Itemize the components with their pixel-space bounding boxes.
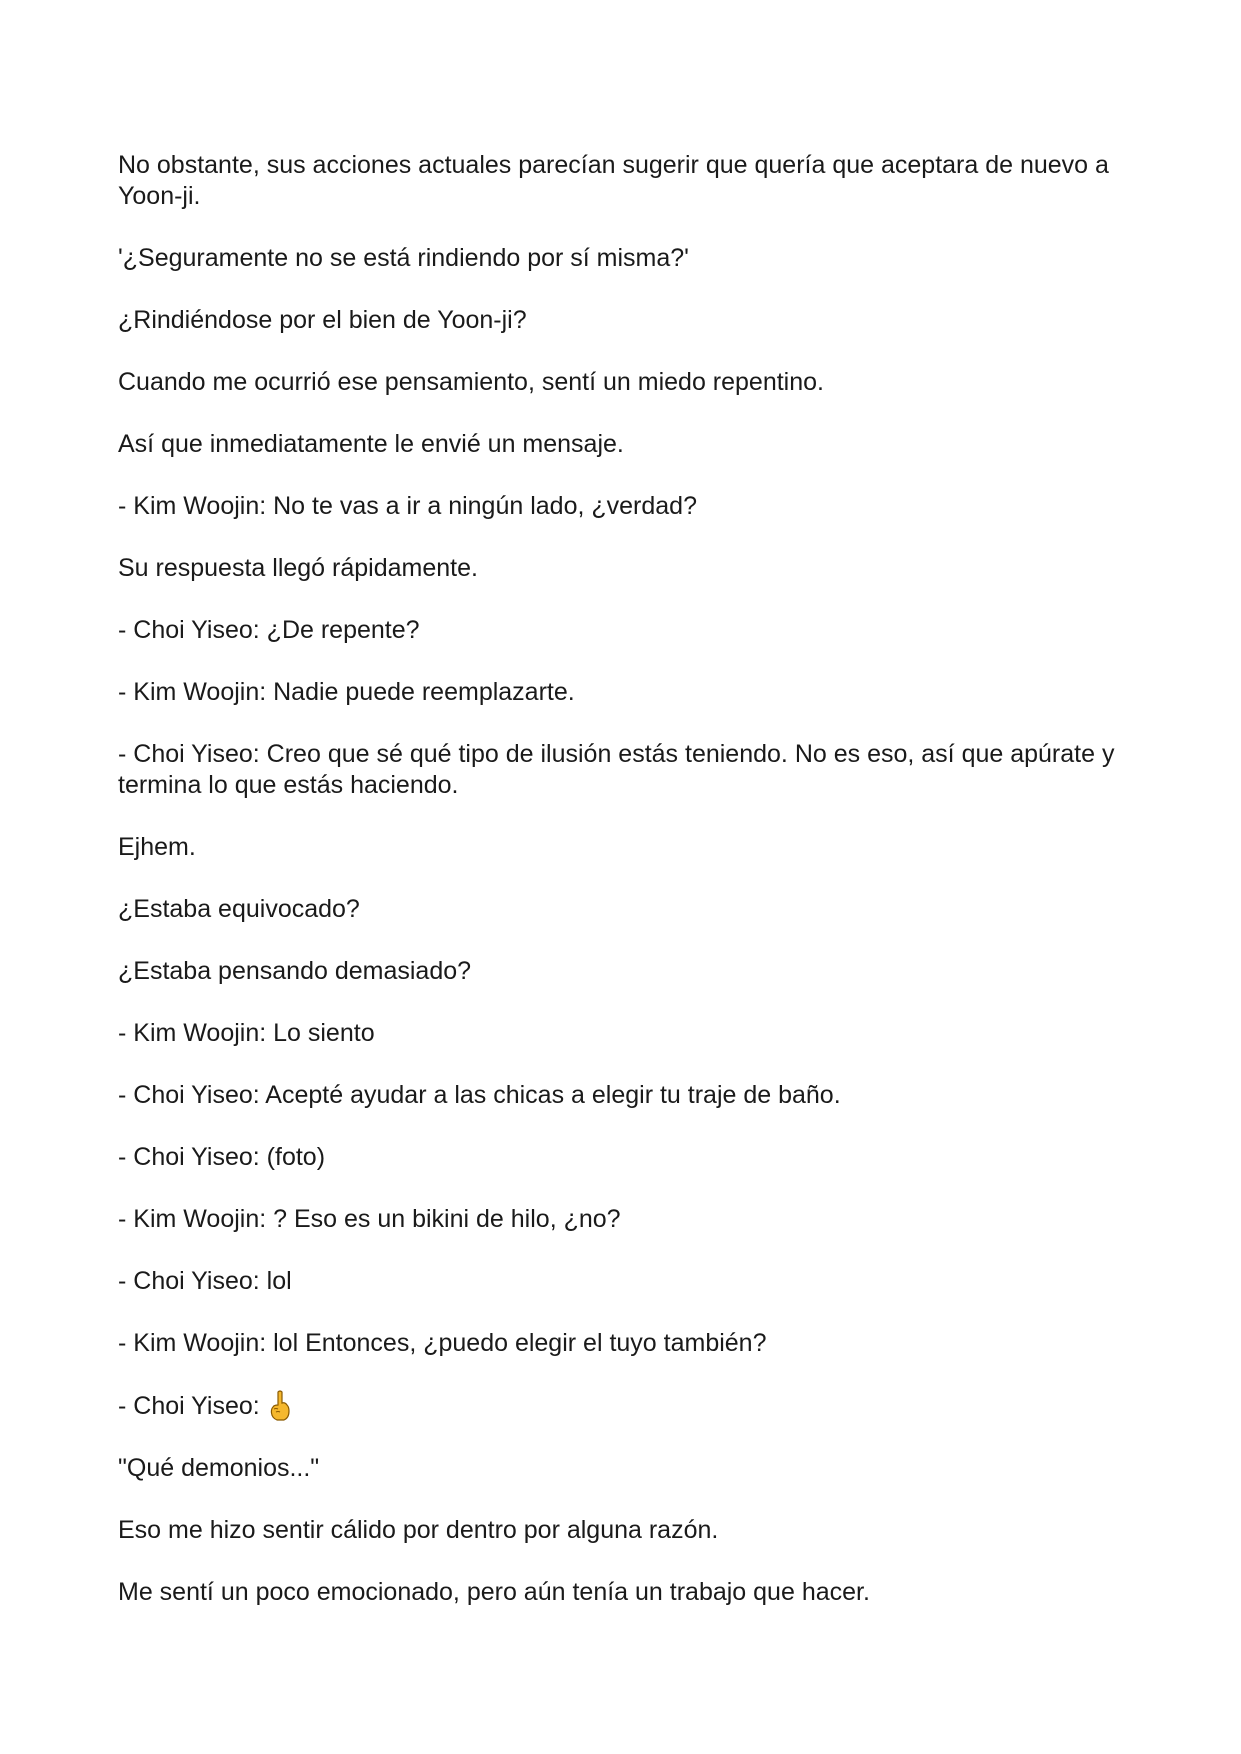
chat-line: - Choi Yiseo: ¿De repente?: [118, 616, 420, 644]
chat-line-text: - Choi Yiseo:: [118, 1391, 260, 1420]
chat-line: - Choi Yiseo: (foto): [118, 1143, 326, 1171]
paragraph: Cuando me ocurrió ese pensamiento, sentí un miedo repentino.: [118, 368, 824, 396]
quote: "Qué demonios...": [118, 1454, 320, 1482]
chat-line-with-emoji: [118, 1390, 1128, 1422]
document-body: [118, 150, 1128, 1639]
middle-finger-icon: [268, 1390, 292, 1422]
paragraph: ¿Rindiéndose por el bien de Yoon-ji?: [118, 306, 527, 334]
chat-line: - Kim Woojin: No te vas a ir a ningún lado, ¿verdad?: [118, 492, 697, 520]
paragraph: Eso me hizo sentir cálido por dentro por alguna razón.: [118, 1516, 719, 1544]
chat-line: - Choi Yiseo: Acepté ayudar a las chicas a elegir tu traje de baño.: [118, 1081, 841, 1109]
paragraph: No obstante, sus acciones actuales parecían sugerir que quería que aceptara de nuevo a Yoon-ji.: [118, 151, 1109, 210]
chat-line: - Kim Woojin: Nadie puede reemplazarte.: [118, 678, 575, 706]
chat-line: - Kim Woojin: ? Eso es un bikini de hilo, ¿no?: [118, 1205, 621, 1233]
paragraph: ¿Estaba pensando demasiado?: [118, 957, 472, 985]
paragraph: Ejhem.: [118, 833, 196, 861]
paragraph: Me sentí un poco emocionado, pero aún tenía un trabajo que hacer.: [118, 1578, 870, 1606]
chat-line: - Choi Yiseo: Creo que sé qué tipo de ilusión estás teniendo. No es eso, así que apúrate y termina lo que estás haciendo.: [118, 740, 1115, 799]
chat-line: - Kim Woojin: lol Entonces, ¿puedo elegir el tuyo también?: [118, 1329, 767, 1357]
paragraph: Así que inmediatamente le envié un mensaje.: [118, 430, 624, 458]
paragraph: ¿Estaba equivocado?: [118, 895, 360, 923]
paragraph: '¿Seguramente no se está rindiendo por sí misma?': [118, 244, 689, 272]
chat-line: - Kim Woojin: Lo siento: [118, 1019, 375, 1047]
paragraph: Su respuesta llegó rápidamente.: [118, 554, 478, 582]
chat-line: - Choi Yiseo: lol: [118, 1267, 292, 1295]
